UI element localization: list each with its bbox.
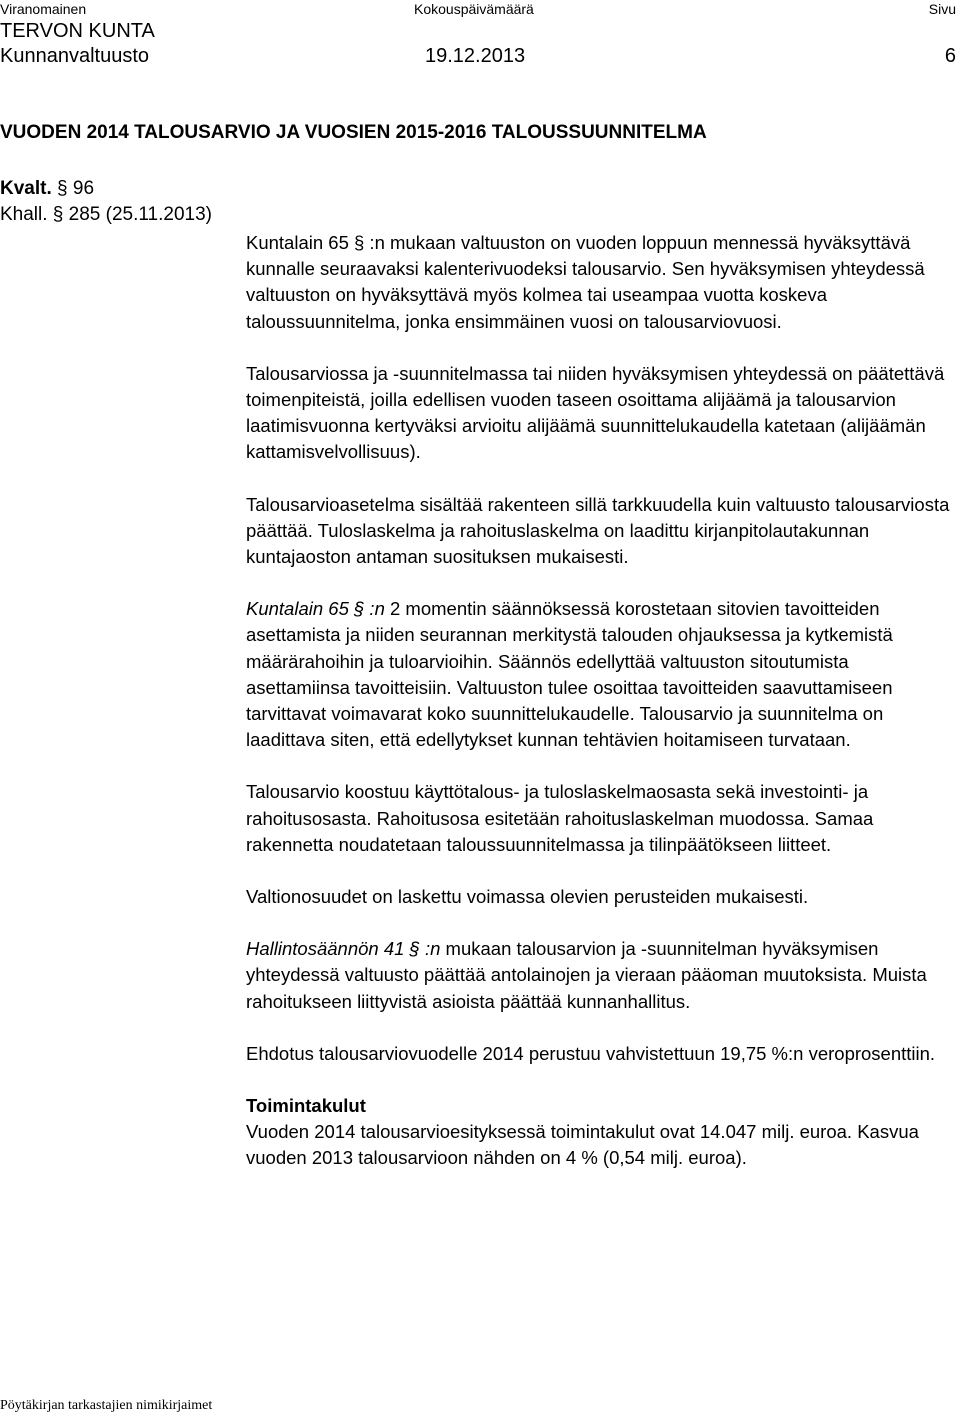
paragraph-binding-targets [246,596,956,753]
meeting-date-label: Kokouspäivämäärä [414,1,534,17]
paragraph-operating-costs: Vuoden 2014 talousarvioesityksessä toimintakulut ovat 14.047 milj. euroa. Kasvua vuoden 2013 talousarvioon nähden on 4 % (0,54 milj. euroa). [246,1121,919,1169]
admin-rule-reference: Hallintosäännön 41 § :n [246,938,441,960]
paragraph-loans [246,936,956,1015]
footer-signature-label: Pöytäkirjan tarkastajien nimikirjaimet [0,1398,213,1413]
references [0,176,212,228]
document-title: VUODEN 2014 TALOUSARVIO JA VUOSIEN 2015-2016 TALOUSSUUNNITELMA [0,122,707,143]
meeting-date-value: 19.12.2013 [425,45,526,67]
law-reference-link: Kuntalain 65 § :n [246,598,385,620]
kvalt-label: Kvalt. [0,178,52,199]
paragraph-composition: Talousarvio koostuu käyttötalous- ja tuloslaskelmaosasta sekä investointi- ja rahoitusosasta. Rahoitusosa esitetään rahoituslaskelman muodossa. Samaa rakennetta noudatetaan taloussuunnitelmassa ja tilinpäätökseen liitteet. [246,781,874,855]
paragraph-deficit: Talousarviossa ja -suunnitelmassa tai niiden hyväksymisen yhteydessä on päätettävä toimenpiteistä, joilla edellisen vuoden taseen osoittama alijäämä ja talousarvion laatimisvuonna kertyväksi arvioitu alijäämä suunnittelukaudella katetaan (alijäämän kattamisvelvollisuus). [246,362,945,463]
paragraph-state-shares: Valtionosuudet on laskettu voimassa olevien perusteiden mukaisesti. [246,886,809,908]
page-label: Sivu [928,1,956,17]
authority-value: Kunnanvaltuusto [0,45,150,67]
organization-name: TERVON KUNTA [0,20,155,42]
authority-label: Viranomainen [0,1,87,17]
section-heading-toimintakulut: Toimintakulut [246,1095,366,1117]
paragraph-binding-targets-text: 2 momentin säännöksessä korostetaan sitovien tavoitteiden asettamista ja niiden seurannan merkitystä talouden ohjauksessa ja kytkemistä määrärahoihin ja tuloarvioihin. Säännös edellyttää valtuuston sitoutumista asettamiinsa tavoitteisiin. Valtuuston tulee osoittaa tavoitteiden saavuttamiseen tarvittavat voimavarat koko suunnittelukaudelle. Talousarvio ja suunnitelma on laadittava siten, että edellytykset kunnan tehtävien hoitamiseen turvataan. [246,598,893,751]
paragraph-budget-approval: Kuntalain 65 § :n mukaan valtuuston on vuoden loppuun mennessä hyväksyttävä kunnalle seuraavaksi kalenterivuodeksi talousarvio. Sen hyväksymisen yhteydessä valtuuston on hyväksyttävä myös kolmea tai useampaa vuotta koskeva taloussuunnitelma, jonka ensimmäinen vuosi on talousarviovuosi. [246,232,925,332]
document-body [246,230,956,1172]
paragraph-loans-text: mukaan talousarvion ja -suunnitelman hyväksymisen yhteydessä valtuusto päättää antolainojen ja vieraan pääoman muutoksista. Muista rahoitukseen liittyvistä asioista päättää kunnanhallitus. [246,938,927,1012]
paragraph-tax-rate: Ehdotus talousarviovuodelle 2014 perustuu vahvistettuun 19,75 %:n veroprosenttiin. [246,1042,936,1064]
kvalt-reference [0,176,212,202]
page-number: 6 [944,45,956,67]
khall-reference: Khall. § 285 (25.11.2013) [0,204,212,225]
paragraph-structure: Talousarvioasetelma sisältää rakenteen sillä tarkkuudella kuin valtuusto talousarviosta päättää. Tuloslaskelma ja rahoituslaskelma on laadittu kirjanpitolautakunnan kuntajaoston antaman suosituksen mukaisesti. [246,493,950,568]
kvalt-section: § 96 [57,178,95,199]
